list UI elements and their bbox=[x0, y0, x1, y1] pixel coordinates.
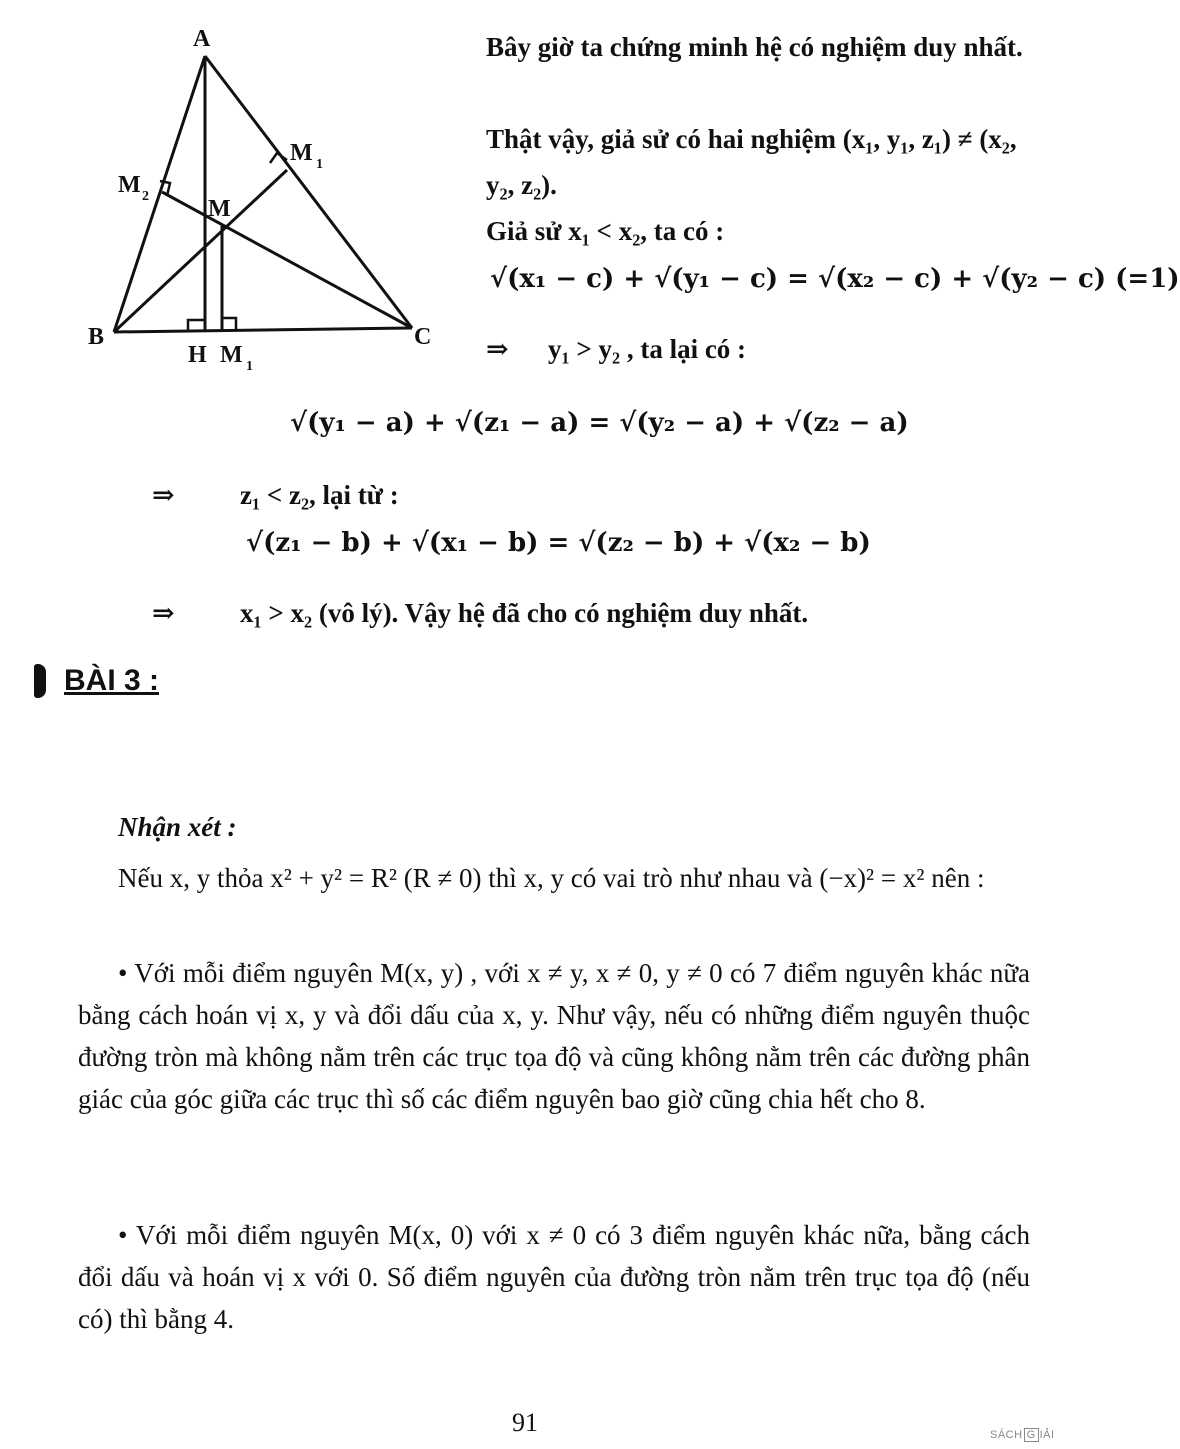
right-paragraph-2: Thật vậy, giả sử có hai nghiệm (x₁, y₁, z₁) ≠ (x₂, y₂, z₂). bbox=[486, 124, 1017, 200]
equation-2: √(y₁ − a) + √(z₁ − a) = √(y₂ − a) + √(z₂ − a) bbox=[290, 408, 909, 438]
logo-text-right: IẢI bbox=[1039, 1429, 1055, 1441]
label-h: H bbox=[188, 342, 207, 368]
side-ac bbox=[205, 56, 412, 328]
label-m1-top-sub: 1 bbox=[316, 157, 323, 172]
line-z-compare: z₁ < z₂, lại từ : bbox=[240, 480, 399, 510]
logo-g-mark: G bbox=[1024, 1428, 1039, 1442]
remark-bullet-1: • Với mỗi điểm nguyên M(x, y) , với x ≠ y, x ≠ 0, y ≠ 0 có 7 điểm nguyên khác nữa bằng cách hoán vị x, y và đổi dấu của x, y. Như vậy, nếu có những điểm nguyên thuộc đường tròn mà không nằm trên các trục tọa độ và cũng không nằm trên các đường phân giác của góc giữa các trục thì số các điểm nguyên bao giờ cũng chia hết cho 8. bbox=[78, 958, 1030, 1114]
label-m1-top: M bbox=[290, 140, 313, 166]
section-marker-icon bbox=[34, 664, 46, 698]
label-a: A bbox=[193, 26, 211, 52]
equation-1: √(x₁ − c) + √(y₁ − c) = √(x₂ − c) + √(y₂ − c) (=1) bbox=[490, 264, 1180, 294]
label-b: B bbox=[88, 324, 105, 350]
arrow-3: ⇒ bbox=[152, 598, 175, 628]
right-arrow-1: ⇒ bbox=[486, 334, 509, 364]
label-m2-sub: 2 bbox=[142, 189, 149, 204]
label-c: C bbox=[414, 324, 432, 350]
right-paragraph-4: y₁ > y₂ , ta lại có : bbox=[548, 334, 747, 364]
label-m1-bottom: M bbox=[220, 342, 243, 368]
label-m2: M bbox=[118, 172, 141, 198]
side-bc bbox=[114, 328, 412, 332]
arrow-2: ⇒ bbox=[152, 480, 175, 510]
right-angle-m1-bottom bbox=[222, 318, 236, 330]
remark-paragraph: Nếu x, y thỏa x² + y² = R² (R ≠ 0) thì x, y có vai trò như nhau và (−x)² = x² nên : bbox=[118, 863, 985, 893]
line-conclusion: x₁ > x₂ (vô lý). Vậy hệ đã cho có nghiệm duy nhất. bbox=[240, 598, 809, 628]
right-paragraph-1: Bây giờ ta chứng minh hệ có nghiệm duy nhất. bbox=[486, 32, 1023, 62]
remark-bullet-2: • Với mỗi điểm nguyên M(x, 0) với x ≠ 0 có 3 điểm nguyên khác nữa, bằng cách đổi dấu và hoán vị x với 0. Số điểm nguyên của đường tròn nằm trên trục tọa độ (nếu có) thì bằng 4. bbox=[78, 1220, 1030, 1334]
triangle-figure bbox=[80, 20, 460, 380]
publisher-logo bbox=[990, 1428, 1055, 1442]
equation-3: √(z₁ − b) + √(x₁ − b) = √(z₂ − b) + √(x₂ − b) bbox=[246, 528, 871, 558]
right-paragraph-3: Giả sử x₁ < x₂, ta có : bbox=[486, 216, 725, 246]
section-heading: BÀI 3 : bbox=[64, 664, 160, 697]
segment-c-m2 bbox=[162, 192, 412, 328]
label-m: M bbox=[208, 196, 231, 222]
page-number: 91 bbox=[512, 1408, 538, 1437]
remark-title: Nhận xét : bbox=[118, 812, 237, 842]
label-m1-bottom-sub: 1 bbox=[246, 359, 253, 374]
logo-text-left: SÁCH bbox=[990, 1429, 1023, 1441]
